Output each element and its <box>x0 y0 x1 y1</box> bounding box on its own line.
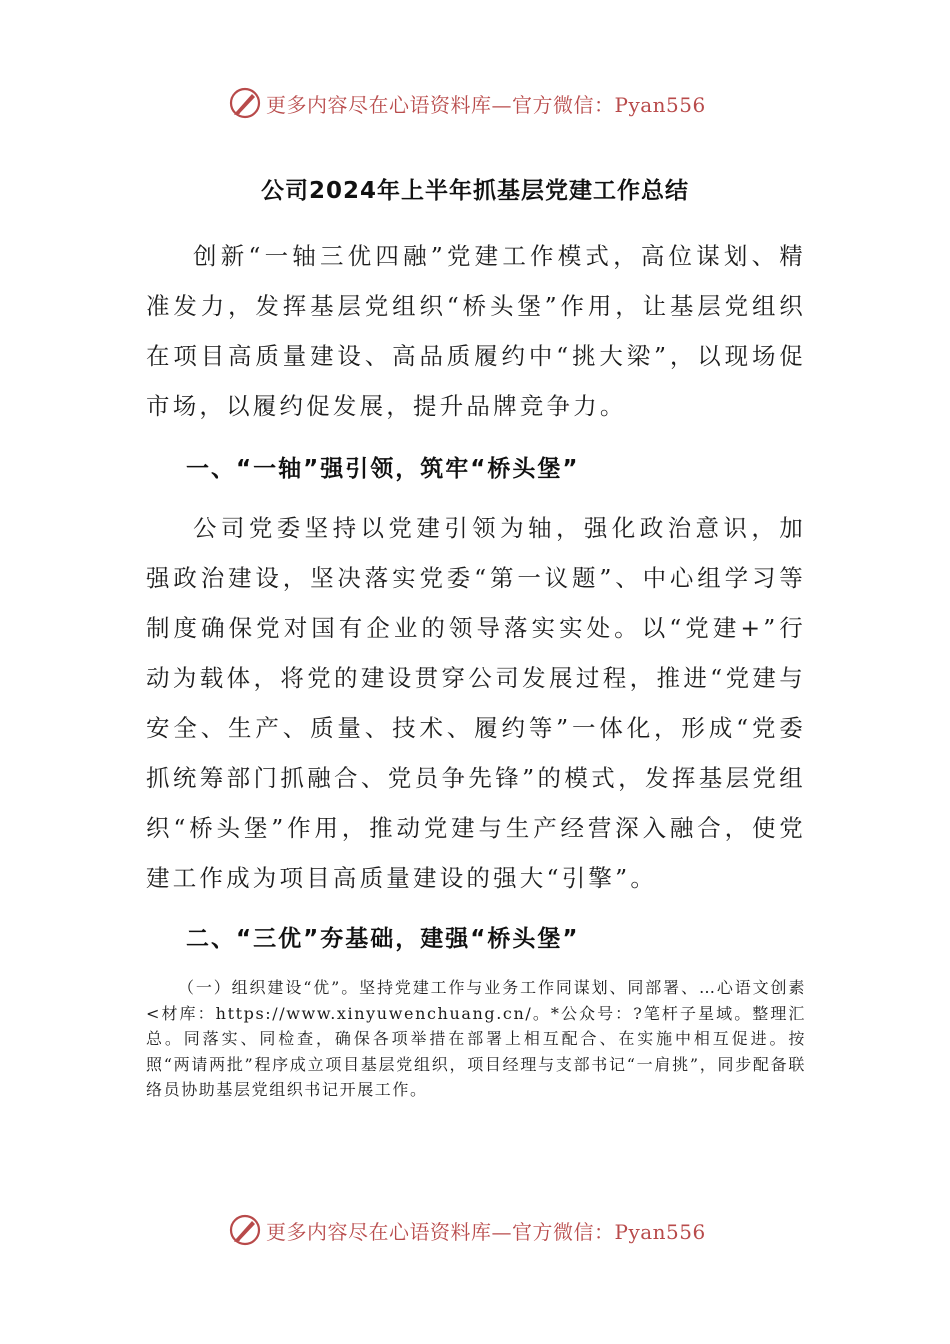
section-2-heading: 二、“三优”夯基础，建强“桥头堡” <box>186 926 580 952</box>
section-1-heading: 一、“一轴”强引领，筑牢“桥头堡” <box>186 456 580 482</box>
header-banner <box>228 83 706 123</box>
banner-text: 更多内容尽在心语资料库—官方微信：Pyan556 <box>266 92 706 117</box>
pen-logo-icon <box>228 1213 262 1247</box>
banner-text: 更多内容尽在心语资料库—官方微信：Pyan556 <box>266 1219 706 1244</box>
pen-logo-icon <box>228 86 262 120</box>
document-title: 公司2024年上半年抓基层党建工作总结 <box>260 178 689 204</box>
footer-banner <box>228 1210 706 1250</box>
section-1-paragraph: 公司党委坚持以党建引领为轴，强化政治意识，加强政治建设，坚决落实党委“第一议题”、中心组学习等制度确保党对国有企业的领导落实实处。以“党建+”行动为载体，将党的建设贯穿公司发展过程，推进“党建与安全、生产、质量、技术、履约等”一体化，形成“党委抓统筹部门抓融合、党员争先锋”的模式，发挥基层党组织“桥头堡”作用，推动党建与生产经营深入融合，使党建工作成为项目高质量建设的强大“引擎”。 <box>146 514 806 892</box>
section-2-paragraph: （一）组织建设“优”。坚持党建工作与业务工作同谋划、同部署、…心语文创素<材库：https://www.xinyuwenchuang.cn/。*公众号：?笔杆子星域。整理汇总。同落实、同检查，确保各项举措在部署上相互配合、在实施中相互促进。按照“两请两批”程序成立项目基层党组织，项目经理与支部书记“一肩挑”，同步配备联络员协助基层党组织书记开展工作。 <box>146 978 806 1099</box>
intro-paragraph: 创新“一轴三优四融”党建工作模式，高位谋划、精准发力，发挥基层党组织“桥头堡”作用，让基层党组织在项目高质量建设、高品质履约中“挑大梁”，以现场促市场，以履约促发展，提升品牌竞争力。 <box>146 242 806 420</box>
